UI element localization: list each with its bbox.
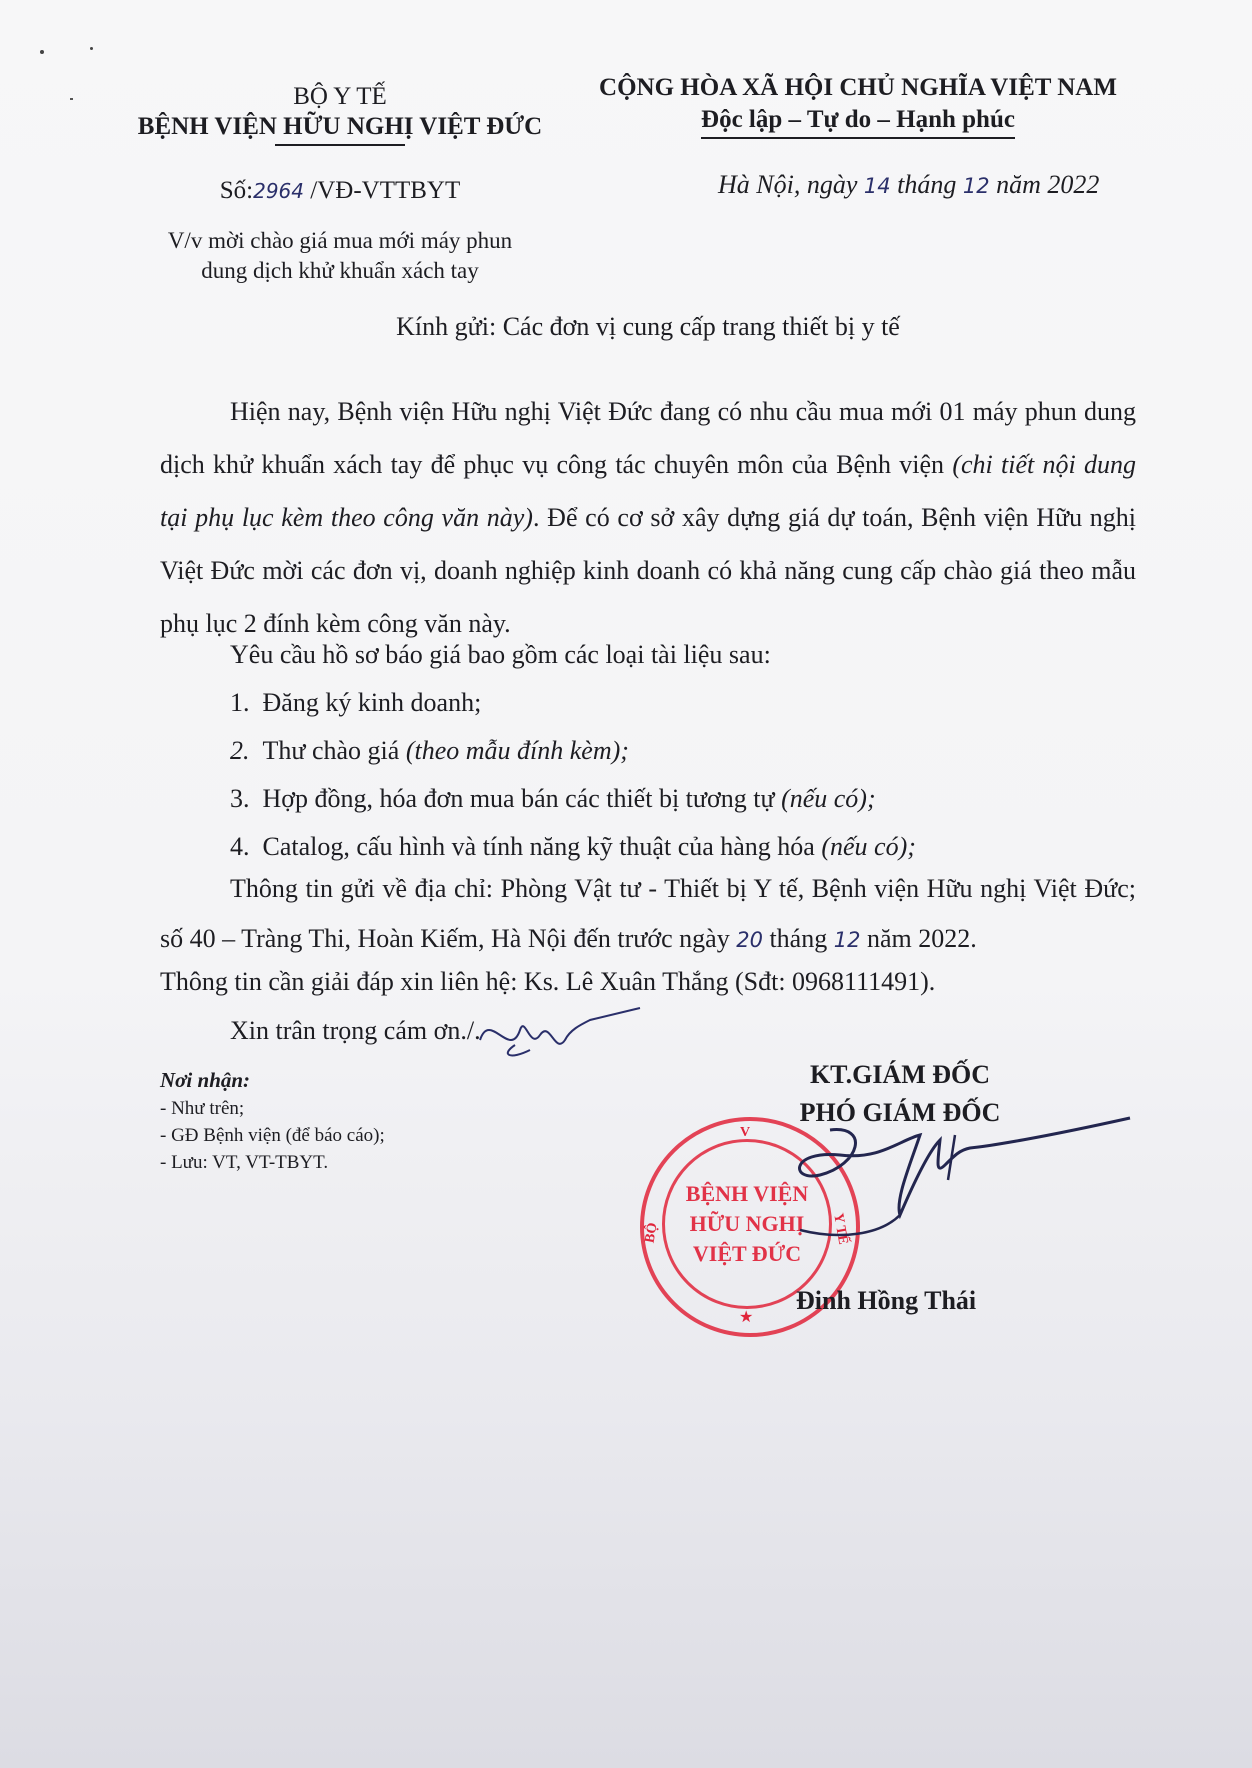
deadline-month-label: tháng — [762, 924, 834, 953]
deadline-day-handwritten: 20 — [736, 928, 763, 952]
number-handwritten: 2964 — [253, 179, 305, 203]
recipients-line: - Như trên; — [160, 1098, 245, 1119]
number-suffix: /VĐ-VTTBYT — [310, 177, 461, 204]
scan-speck — [70, 98, 73, 100]
recipient-line: Kính gửi: Các đơn vị cung cấp trang thiết bị y tế — [396, 312, 900, 341]
list-item: 2. Thư chào giá (theo mẫu đính kèm); — [230, 736, 629, 765]
subject-line-1: V/v mời chào giá mua mới máy phun — [167, 228, 513, 253]
subject — [120, 226, 560, 286]
body-paragraph-1 — [160, 385, 1136, 650]
recipients-line: - GĐ Bệnh viện (để báo cáo); — [160, 1125, 385, 1146]
recipients-title: Nơi nhận: — [160, 1068, 251, 1092]
signer-name: Đinh Hồng Thái — [796, 1286, 977, 1315]
scan-speck — [90, 47, 93, 50]
signature-title-2: PHÓ GIÁM ĐỐC — [799, 1098, 1001, 1127]
body-paragraph-info — [160, 864, 1136, 965]
stamp-top-mark: V — [740, 1125, 751, 1140]
header-right — [578, 72, 1138, 139]
contact-line: Thông tin cần giải đáp xin liên hệ: Ks. Lê Xuân Thắng (Sđt: 0968111491). — [160, 967, 936, 996]
info-text: Thông tin gửi về địa chỉ: Phòng Vật tư - Thiết bị Y tế, Bệnh viện Hữu nghị Việt Đức; số 40 – Tràng Thi, Hoàn Kiếm, Hà Nội đến trước ngày — [160, 874, 1136, 953]
date-day-handwritten: 14 — [863, 174, 891, 198]
stamp-line-3: VIỆT ĐỨC — [692, 1241, 802, 1266]
deadline-year: năm 2022. — [860, 924, 977, 953]
subject-line-2: dung dịch khử khuẩn xách tay — [201, 258, 479, 283]
director-signature — [780, 1110, 1140, 1260]
stamp-line-2: HỮU NGHỊ — [689, 1211, 805, 1236]
requirements-intro: Yêu cầu hồ sơ báo giá bao gồm các loại tài liệu sau: — [230, 640, 771, 669]
initials-signature — [470, 1000, 650, 1070]
ministry-name: BỘ Y TẾ — [293, 83, 387, 110]
scan-speck — [40, 50, 44, 54]
date-year: năm 2022 — [996, 170, 1100, 199]
stamp-ring-left-text: BỘ — [642, 1221, 661, 1245]
paragraph-text-cont: . Để có cơ sở xây dựng giá dự toán, Bệnh viện Hữu nghị Việt Đức mời các đơn vị, doanh nghiệp kinh doanh có khả năng cung cấp chào giá theo mẫu phụ lục 2 đính kèm công văn này. — [160, 503, 1136, 638]
closing-line: Xin trân trọng cám ơn./. — [230, 1016, 481, 1045]
list-item: 1. Đăng ký kinh doanh; — [230, 688, 482, 717]
national-motto: Độc lập – Tự do – Hạnh phúc — [701, 104, 1015, 139]
stamp-ring-right-text: Y TẾ — [830, 1212, 851, 1246]
list-item: 3. Hợp đồng, hóa đơn mua bán các thiết bị tương tự (nếu có); — [230, 784, 876, 813]
date-month-handwritten: 12 — [962, 174, 990, 198]
country-name: CỘNG HÒA XÃ HỘI CHỦ NGHĨA VIỆT NAM — [599, 74, 1117, 101]
number-prefix: Số: — [219, 177, 254, 204]
date-place: Hà Nội, ngày — [718, 170, 858, 199]
deadline-month-handwritten: 12 — [833, 928, 861, 952]
list-item: 4. Catalog, cấu hình và tính năng kỹ thuật của hàng hóa (nếu có); — [230, 832, 916, 861]
header-left — [120, 82, 560, 146]
paragraph-text: Hiện nay, Bệnh viện Hữu nghị Việt Đức đang có nhu cầu mua mới 01 máy phun dung dịch khử khuẩn xách tay để phục vụ công tác chuyên môn của Bệnh viện — [160, 397, 1136, 479]
signature-title-1: KT.GIÁM ĐỐC — [809, 1060, 991, 1089]
date-month-label: tháng — [897, 170, 957, 199]
hospital-name-underline — [275, 144, 405, 146]
recipients-line: - Lưu: VT, VT-TBYT. — [160, 1152, 329, 1173]
hospital-name: BỆNH VIỆN HỮU NGHỊ VIỆT ĐỨC — [137, 113, 543, 140]
paragraph-italic-note: (chi tiết nội dung tại phụ lục kèm theo công văn này) — [160, 450, 1136, 532]
stamp-star: ★ — [739, 1309, 754, 1326]
stamp-line-1: BỆNH VIỆN — [685, 1181, 809, 1206]
document-number — [120, 177, 560, 205]
date-line — [718, 170, 1099, 200]
